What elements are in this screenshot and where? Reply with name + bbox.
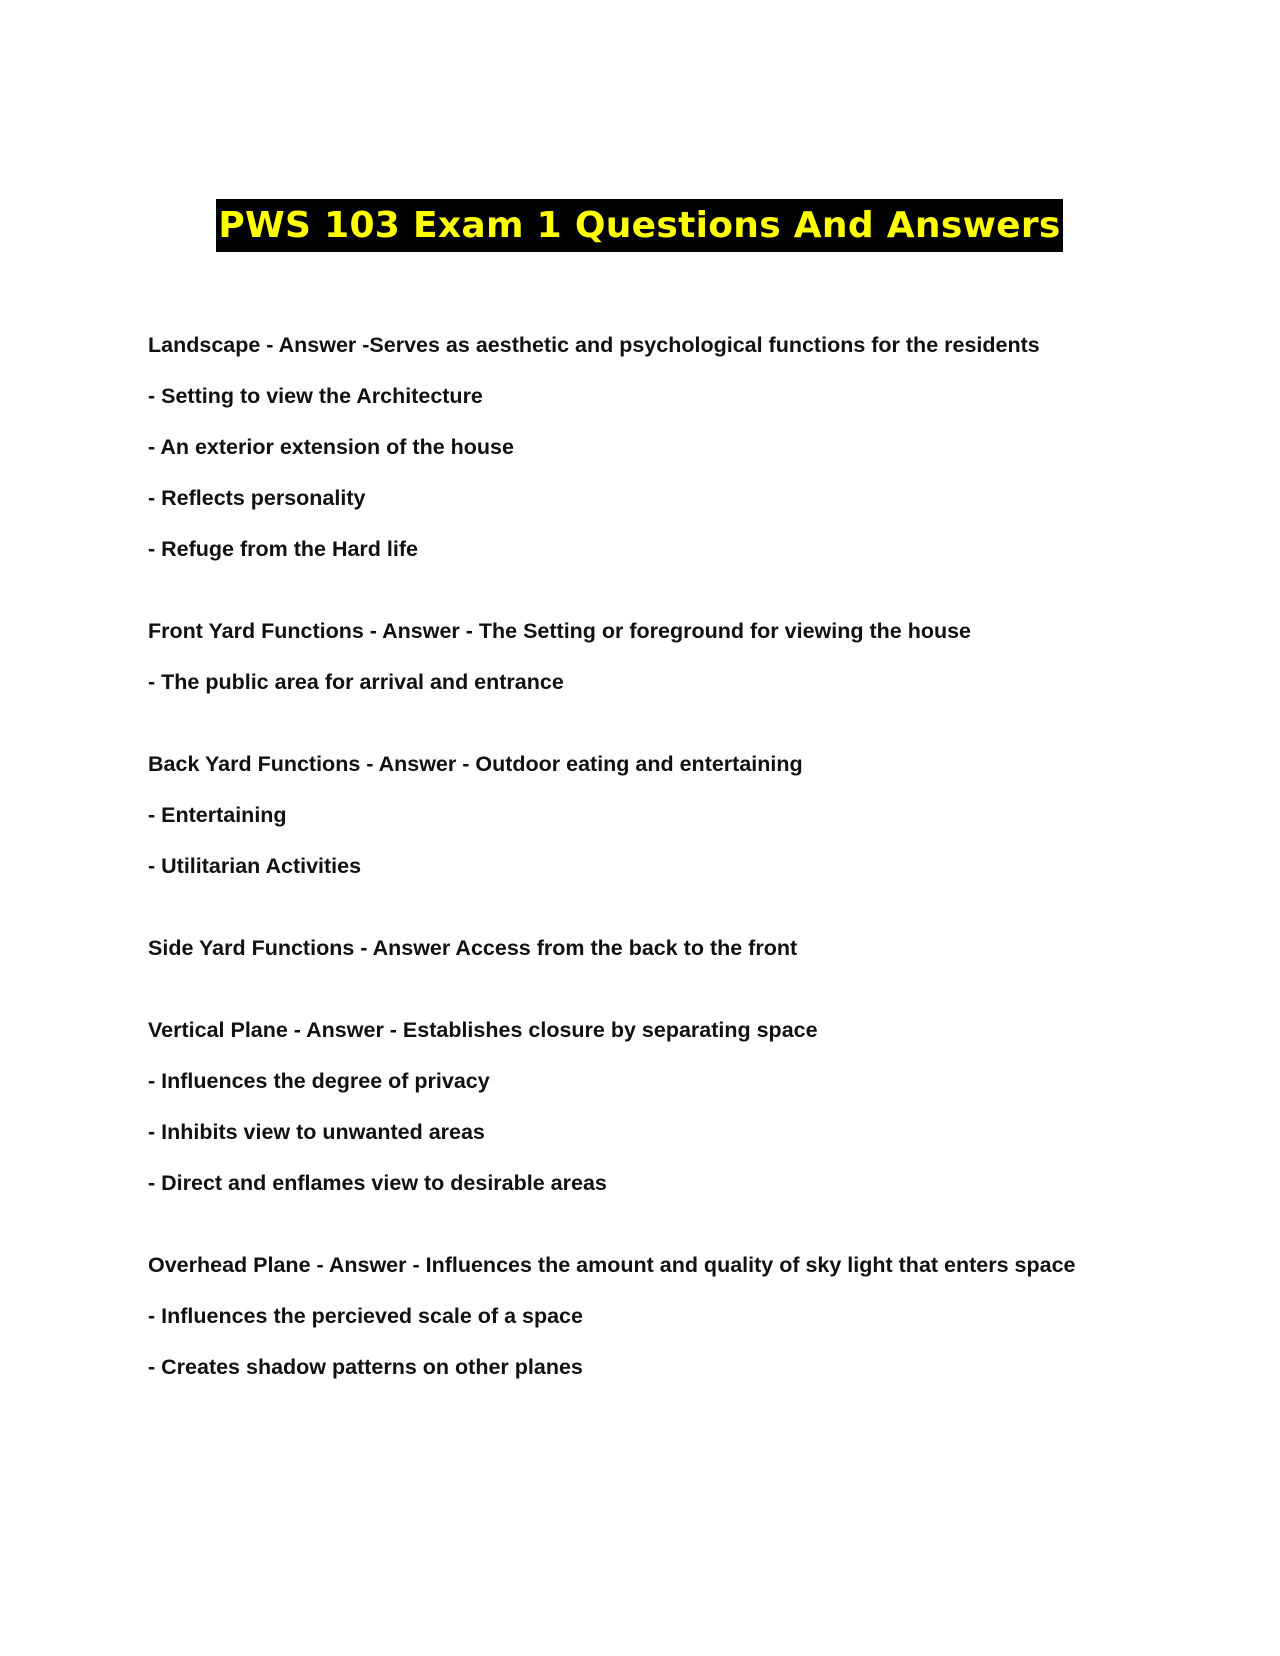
qa-entry-vertical-plane <box>148 1015 1108 1199</box>
qa-answer-line: - Refuge from the Hard life <box>148 537 418 561</box>
qa-entry-overhead-plane <box>148 1250 1108 1383</box>
qa-entry-landscape <box>148 330 1108 565</box>
qa-answer-line: - Entertaining <box>148 803 287 827</box>
qa-answer-line: - An exterior extension of the house <box>148 435 514 459</box>
qa-question-line: Overhead Plane - Answer - Influences the amount and quality of sky light that enters space <box>148 1253 1076 1277</box>
document-title: PWS 103 Exam 1 Questions And Answers <box>218 204 1061 246</box>
qa-answer-line: - Setting to view the Architecture <box>148 384 483 408</box>
qa-answer-line: - Influences the degree of privacy <box>148 1069 490 1093</box>
title-banner <box>216 199 1063 252</box>
qa-answer-line: - Influences the percieved scale of a space <box>148 1304 583 1328</box>
qa-answer-line: - Inhibits view to unwanted areas <box>148 1120 485 1144</box>
qa-answer-line: - Creates shadow patterns on other planes <box>148 1355 583 1379</box>
qa-question-line: Front Yard Functions - Answer - The Setting or foreground for viewing the house <box>148 619 972 643</box>
qa-answer-line: - Reflects personality <box>148 486 366 510</box>
qa-question-line: Vertical Plane - Answer - Establishes closure by separating space <box>148 1018 818 1042</box>
qa-entry-front-yard <box>148 616 1108 698</box>
qa-answer-line: - The public area for arrival and entrance <box>148 670 564 694</box>
qa-entry-side-yard <box>148 933 1108 964</box>
qa-content <box>148 330 1108 1434</box>
qa-question-line: Landscape - Answer -Serves as aesthetic and psychological functions for the residents <box>148 333 1040 357</box>
qa-question-line: Back Yard Functions - Answer - Outdoor eating and entertaining <box>148 752 803 776</box>
qa-question-line: Side Yard Functions - Answer Access from the back to the front <box>148 936 798 960</box>
qa-answer-line: - Direct and enflames view to desirable areas <box>148 1171 607 1195</box>
qa-entry-back-yard <box>148 749 1108 882</box>
qa-answer-line: - Utilitarian Activities <box>148 854 362 878</box>
